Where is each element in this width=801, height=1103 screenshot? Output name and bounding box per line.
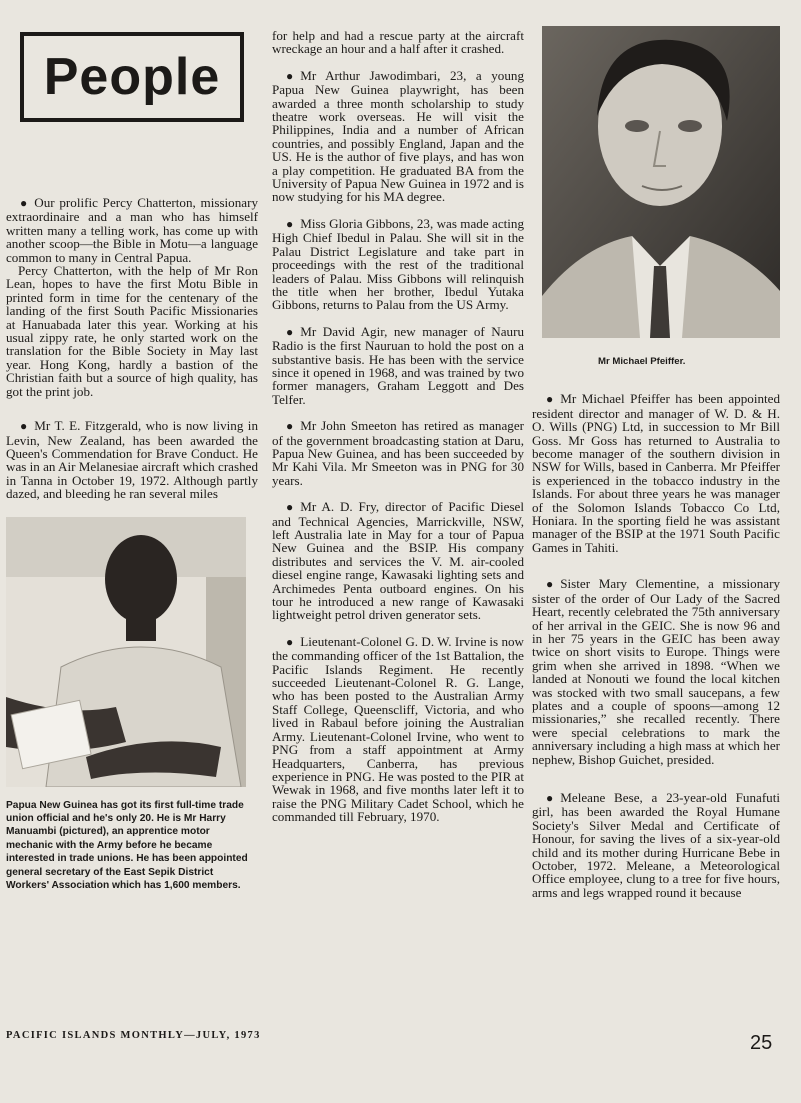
photo-caption-pfeiffer: Mr Michael Pfeiffer. bbox=[598, 356, 686, 367]
bullet-icon: ● bbox=[286, 68, 294, 83]
column-left bbox=[6, 26, 258, 892]
article-text: for help and had a rescue party at the aircraft wreckage an hour and a half after it crashed. bbox=[272, 28, 524, 57]
photo-pfeiffer bbox=[542, 26, 780, 338]
article-text: Mr Arthur Jawodimbari, 23, a young Papua New Guinea playwright, has been awarded a three month scholarship to study theatre work overseas. He will visit the Philippines, India and a number of African countries, and possibly England, Japan and the US. He is the author of five plays, and has won a play competition. He graduated BA from the University of Papua New Guinea in 1972 and is now studying for his MA degree. bbox=[272, 67, 524, 205]
bullet-icon: ● bbox=[20, 196, 28, 210]
section-title: People bbox=[43, 48, 221, 106]
column-right bbox=[532, 26, 780, 912]
article-text: Lieutenant-Colonel G. D. W. Irvine is now the commanding officer of the 1st Battalion, the Pacific Islands Regiment. He recently succeeded Lieutenant-Colonel R. G. Lange, who has been posted to the Australian Army Staff College, Queenscliff, Victoria, and who lived in Rabaul before joining the Australian Army. Lieutenant-Colonel Irvine, who went to PNG from a staff appointment at Army Headquarters, Canberra, has previous experience in PNG. He was posted to the PIR at Wewak in 1968, and five months later left it to raise the PNG Military Cadet School, which he commanded till February, 1970. bbox=[272, 633, 524, 825]
portrait-image bbox=[6, 517, 246, 787]
page-number: 25 bbox=[750, 1032, 773, 1054]
bullet-icon: ● bbox=[546, 790, 554, 805]
article-jawodimbari bbox=[272, 69, 524, 204]
bullet-icon: ● bbox=[286, 216, 294, 231]
bullet-icon: ● bbox=[20, 419, 28, 434]
article-text: Mr T. E. Fitzgerald, who is now living in Levin, New Zealand, has been awarded the Queen's Commendation for Brave Conduct. He was in an Air Melanesiae aircraft which crashed in Tanna in October 19, 1972. Although partly dazed, and bleeding he ran several miles bbox=[6, 418, 258, 502]
article-text: Mr John Smeeton has retired as manager of the government broadcasting station at Daru, Papua New Guinea, and has been succeeded by Mr Kahi Vila. Mr Smeeton was in PNG for 30 years. bbox=[272, 418, 524, 488]
section-heading-box bbox=[20, 32, 244, 122]
article-clementine bbox=[532, 577, 780, 766]
article-text: Mr A. D. Fry, director of Pacific Diesel and Technical Agencies, Marrickville, NSW, left Australia late in May for a tour of Papua New Guinea and the BSIP. His company distributes and services the V. M. air-cooled diesel engine range, Kawasaki lighting sets and Archimedes Penta outboard engines. On his tour he introduced a new range of Kawasaki lightweight petrol driven generator sets. bbox=[272, 499, 524, 623]
article-text: Miss Gloria Gibbons, 23, was made acting High Chief Ibedul in Palau. She will sit in the Palau District Legislature and take part in proceedings with the rest of the traditional leaders of Palau. Miss Gibbons will relinquish the title when her brother, Ibedul Yutaka Gibbons, returns to Palau from the US Army. bbox=[272, 215, 524, 313]
article-text: Percy Chatterton, with the help of Mr Ron Lean, hopes to have the first Motu Bible in printed form in time for the centenary of the landing of the first South Pacific Missionaries at Hanuabada later this year. Working at his usual zippy rate, he only started work on the translation for the Bible Society in May last year. Hong Kong, hardly a bastion of the Christian faith but a source of high quality, has got the print job. bbox=[6, 263, 258, 399]
bullet-icon: ● bbox=[546, 577, 554, 592]
article-text: Our prolific Percy Chatterton, missionary extraordinaire and a man who has himself written many a telling work, has come up with another scoop—the Bible in Motu—a language common to many in Central Papua. bbox=[6, 195, 258, 265]
article-agir bbox=[272, 325, 524, 406]
bullet-icon: ● bbox=[546, 392, 554, 407]
article-fry bbox=[272, 500, 524, 622]
article-smeeton bbox=[272, 419, 524, 487]
bullet-icon: ● bbox=[286, 500, 294, 515]
bullet-icon: ● bbox=[286, 634, 294, 649]
publication-footer: PACIFIC ISLANDS MONTHLY—JULY, 1973 bbox=[6, 1030, 261, 1041]
article-fitzgerald-continued bbox=[272, 29, 524, 56]
bullet-icon: ● bbox=[286, 419, 294, 434]
photo-manuambi bbox=[6, 517, 246, 787]
bullet-icon: ● bbox=[286, 324, 294, 339]
article-pfeiffer bbox=[532, 392, 780, 554]
article-text: Mr David Agir, new manager of Nauru Radio is the first Nauruan to hold the post on a substantive basis. He has been with the service since it opened in 1968, and was trained by two former managers, Graham Leggott and Des Telfer. bbox=[272, 323, 524, 407]
article-fitzgerald bbox=[6, 419, 258, 500]
portrait-image bbox=[542, 26, 780, 338]
article-text: Mr Michael Pfeiffer has been appointed resident director and manager of W. D. & H. O. Wills (PNG) Ltd, in succession to Mr Bill Goss. Mr Goss has returned to Australia to become manager of the southern division in NSW for Wills, based in Canberra. Mr Pfeiffer is experienced in the tobacco industry in the Islands. For about three years he was manager of the Solomon Islands Tobacco Co Ltd, Honiara. In the sporting field he was assistant manager of the BSIP at the 1971 South Pacific Games in Tahiti. bbox=[532, 391, 780, 555]
article-bese bbox=[532, 791, 780, 899]
article-text: Meleane Bese, a 23-year-old Funafuti girl, has been awarded the Royal Humane Society's Silver Medal and Certificate of Honour, for saving the lives of a six-year-old child and its mother during Hurricane Bebe in October, 1972. Meleane, a Meteorological Office employee, clung to a tree for five hours, arms and legs wrapped round it because bbox=[532, 789, 780, 900]
photo-caption-manuambi: Papua New Guinea has got its first full-time trade union official and he's only 20. He is Mr Harry Manuambi (pictured), an apprentice motor mechanic with the Army before he became interested in trade unions. He has been appointed general secretary of the East Sepik District Workers' Association which has 1,600 members. bbox=[6, 799, 248, 891]
article-text: Sister Mary Clementine, a missionary sister of the order of Our Lady of the Sacred Heart, recently celebrated the 75th anniversary of her arrival in the GEIC. She is now 96 and in her 75 years in the GEIC has been away twice on short visits to Europe. Things were grim when she arrived in 1898. “When we landed at Nonouti we found the local kitchen was stocked with two small saucepans, a few plates and a couple of spoons—among 12 missionaries,” she recalled recently. There were special celebrations to mark the anniversary including a high mass at which her nephew, Bishop Guichet, presided. bbox=[532, 576, 780, 767]
article-gibbons bbox=[272, 217, 524, 312]
column-middle bbox=[272, 29, 524, 837]
article-irvine bbox=[272, 635, 524, 824]
article-chatterton bbox=[6, 196, 258, 398]
